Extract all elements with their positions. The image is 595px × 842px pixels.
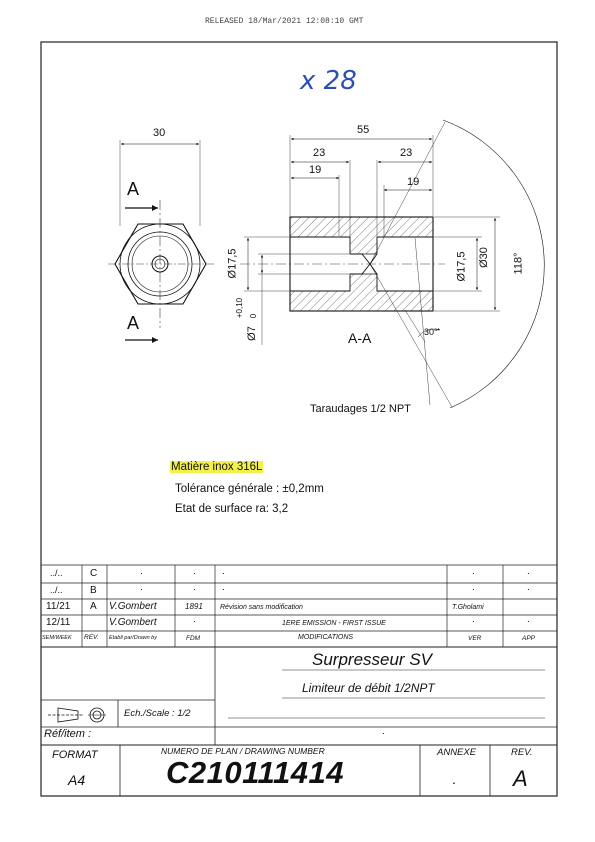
rev-header-ver: VER <box>468 635 482 642</box>
rev-header-author: Etabli par/Drawn by <box>109 635 157 641</box>
rev-row-first-desc: 1ERE EMISSION - FIRST ISSUE <box>282 620 386 627</box>
section-label-bottom: A <box>127 313 140 333</box>
drawing-number-label: NUMERO DE PLAN / DRAWING NUMBER <box>161 746 325 756</box>
rev-row-a-rev: A <box>90 601 97 612</box>
rev-header-app: APP <box>522 635 536 642</box>
release-stamp: RELEASED 18/Mar/2021 12:08:10 GMT <box>205 17 364 26</box>
section-label-top: A <box>127 179 140 199</box>
tol-lower-label: 0 <box>249 313 259 319</box>
rev-header-ref: FDM <box>186 635 201 642</box>
drawing-subtitle: Limiteur de débit 1/2NPT <box>302 681 435 695</box>
angle-118-label: 118° <box>512 252 525 275</box>
format-value: A4 <box>68 772 86 788</box>
sheet-border <box>41 42 557 796</box>
rev-header-rev: REV. <box>84 634 99 641</box>
rev-row-c-ver: . <box>472 566 475 577</box>
rev-row-a-ver: T.Gholami <box>452 604 484 611</box>
dim-23-right-label: 23 <box>400 147 413 159</box>
rev-row-b-app: . <box>527 582 530 593</box>
section-view <box>240 120 544 408</box>
projection-symbol-icon <box>48 708 106 722</box>
rev-row-b-rev: B <box>90 585 97 596</box>
dia-30-label: Ø30 <box>477 247 490 268</box>
dim-19-left-label: 19 <box>309 164 322 176</box>
quantity-annotation: x 28 <box>300 66 357 96</box>
surface-note: Etat de surface ra: 3,2 <box>175 503 289 515</box>
ref-item-value: . <box>382 726 385 737</box>
rev-row-c-rev: C <box>90 568 98 579</box>
rev-row-c-ref: . <box>193 566 196 577</box>
tolerance-note: Tolérance générale : ±0,2mm <box>175 483 324 495</box>
rev-row-c-author: . <box>140 566 143 577</box>
material-note <box>170 462 263 474</box>
section-hatch-mid-bottom <box>350 274 377 291</box>
annex-value: . <box>452 771 456 787</box>
rev-label: REV. <box>511 747 533 758</box>
thread-leader <box>415 238 430 405</box>
angle-30-label: 30° <box>424 327 438 337</box>
section-hatch-bottom <box>290 291 433 311</box>
section-hatch-top <box>290 217 433 237</box>
ref-item-label: Réf/item : <box>44 728 92 740</box>
rev-row-b-ref: . <box>193 582 196 593</box>
rev-row-c-app: . <box>527 566 530 577</box>
tol-upper-label: +0,10 <box>235 297 245 319</box>
rev-header-desc: MODIFICATIONS <box>298 634 354 641</box>
rev-row-first-ref: . <box>193 614 196 625</box>
format-label: FORMAT <box>52 749 98 761</box>
rev-row-b-author: . <box>140 582 143 593</box>
rev-row-first-app: . <box>527 614 530 625</box>
dia-17-5-left-label: Ø17,5 <box>226 248 239 279</box>
rev-row-b-desc: . <box>222 582 225 593</box>
section-hatch-mid-top <box>350 237 377 254</box>
rev-row-first-author: V.Gombert <box>109 617 157 628</box>
drawing-number: C210111414 <box>166 755 344 790</box>
dim-30-label: 30 <box>153 127 166 139</box>
rev-row-a-date: 11/21 <box>46 601 71 612</box>
rev-row-first-ver: . <box>472 614 475 625</box>
rev-row-first-date: 12/11 <box>46 617 71 628</box>
thread-note: Taraudages 1/2 NPT <box>310 403 411 415</box>
rev-row-c-date: ../.. <box>50 568 63 578</box>
rev-row-b-date: ../.. <box>50 585 63 595</box>
dim-55-label: 55 <box>357 124 370 136</box>
dim-19-right-label: 19 <box>407 176 420 188</box>
scale-label: Ech./Scale : 1/2 <box>124 708 191 719</box>
dim-23-left-label: 23 <box>313 147 326 159</box>
material-note-text: Matière inox 316L <box>171 461 263 473</box>
section-view-label: A-A <box>348 330 372 346</box>
drawing-title: Surpresseur SV <box>312 650 432 669</box>
rev-row-b-ver: . <box>472 582 475 593</box>
rev-header-date: SEM/WEEK <box>42 635 72 641</box>
rev-row-c-desc: . <box>222 566 225 577</box>
annex-label: ANNEXE <box>437 747 477 758</box>
front-view <box>108 140 214 340</box>
rev-value: A <box>513 766 528 791</box>
dia-17-5-right-label: Ø17,5 <box>455 251 468 282</box>
rev-row-a-ref: 1891 <box>185 602 203 611</box>
rev-row-a-author: V.Gombert <box>109 601 157 612</box>
dia-7-label: Ø7 <box>245 326 258 341</box>
rev-row-a-desc: Révision sans modification <box>220 604 303 611</box>
